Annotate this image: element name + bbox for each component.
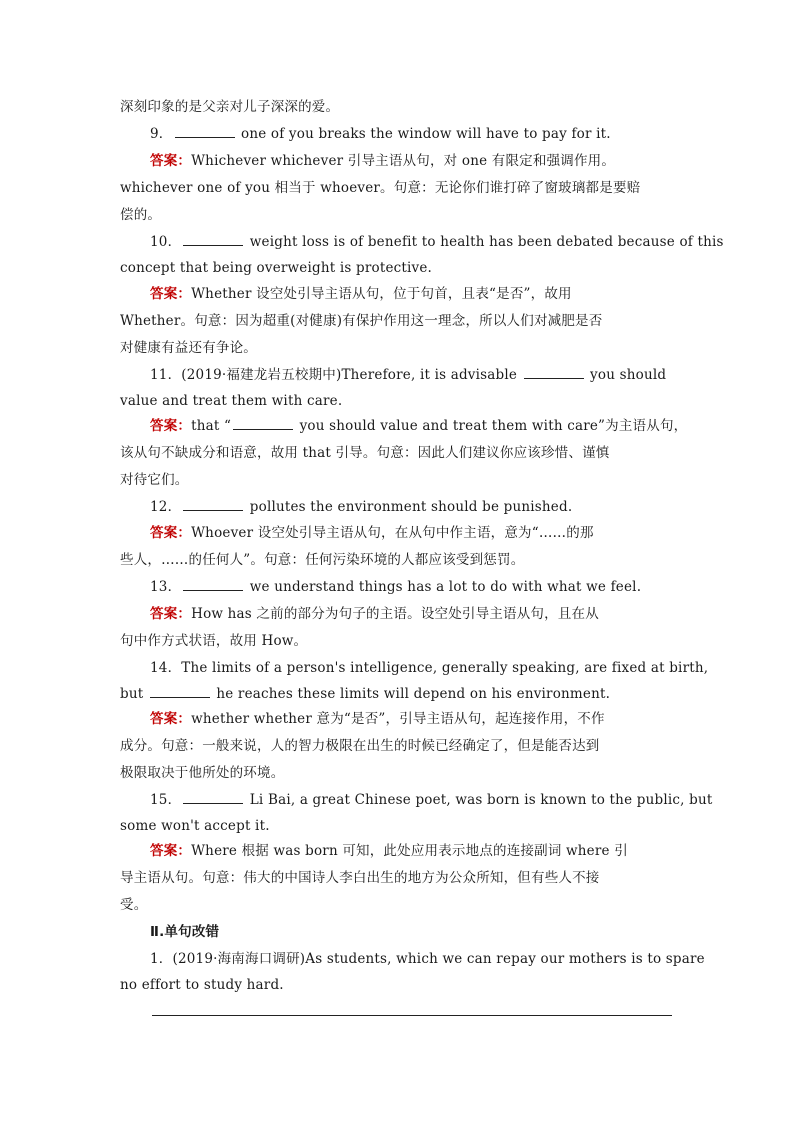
- text-line: [150, 416, 688, 436]
- text-run: 11．(2019·福建龙岩五校期中)Therefore, it is advisable: [150, 367, 522, 383]
- answer-label: 答案：: [150, 153, 192, 169]
- text-line: [150, 365, 672, 385]
- text-line: [150, 841, 672, 861]
- text-run: 深刻印象的是父亲对儿子深深的爱。: [120, 99, 340, 115]
- answer-label: 答案：: [150, 286, 192, 302]
- text-line: [150, 658, 709, 678]
- fill-in-blank: [183, 790, 243, 804]
- fill-in-blank: [175, 124, 235, 138]
- text-line: [120, 97, 672, 117]
- answer-label: 答案：: [150, 606, 192, 622]
- text-line: [150, 949, 705, 969]
- text-line: [120, 868, 672, 888]
- text-run: one of you breaks the window will have to pay for it.: [236, 126, 611, 142]
- text-run: Li Bai, a great Chinese poet, was born is known to the public, but: [245, 792, 713, 808]
- text-line: [120, 550, 672, 570]
- text-line: [150, 284, 672, 304]
- text-line: [150, 604, 672, 624]
- text-run: 9．: [150, 126, 173, 142]
- text-line: [120, 470, 672, 490]
- text-run: 成分。句意：一般来说，人的智力极限在出生的时候已经确定了，但是能否达到: [120, 738, 600, 754]
- text-line: [120, 205, 672, 225]
- text-run: we understand things has a lot to do with what we feel.: [245, 579, 642, 595]
- text-run: 15．: [150, 792, 182, 808]
- answer-label: 答案：: [150, 711, 192, 727]
- text-line: [150, 232, 724, 252]
- fill-in-blank: [524, 365, 584, 379]
- text-line: [150, 151, 672, 171]
- text-run: Where 根据 was born 可知，此处应用表示地点的连接副词 where 引: [191, 843, 628, 859]
- text-run: some won't accept it.: [120, 818, 270, 834]
- text-run: 极限取决于他所处的环境。: [120, 765, 285, 781]
- text-run: 偿的。: [120, 207, 162, 223]
- text-run: Whoever 设空处引导主语从句，在从句中作主语，意为“……的那: [191, 525, 594, 541]
- text-run: pollutes the environment should be punished.: [245, 499, 573, 515]
- text-line: [150, 497, 672, 517]
- text-run: 1．(2019·海南海口调研)As students, which we can repay our mothers is to spare: [150, 951, 705, 967]
- text-line: [120, 258, 672, 278]
- text-run: 14．The limits of a person's intelligence, generally speaking, are fixed at birth,: [150, 660, 709, 676]
- text-line: [150, 790, 713, 810]
- fill-in-blank: [183, 577, 243, 591]
- text-run: Ⅱ.单句改错: [150, 924, 220, 940]
- text-run: Whichever whichever 引导主语从句，对 one 有限定和强调作用。: [191, 153, 616, 169]
- text-run: value and treat them with care.: [120, 393, 343, 409]
- text-line: [120, 816, 672, 836]
- text-line: [120, 895, 672, 915]
- text-run: Whether。句意：因为超重(对健康)有保护作用这一理念，所以人们对减肥是否: [120, 313, 603, 329]
- text-run: 些人，……的任何人”。句意：任何污染环境的人都应该受到惩罚。: [120, 552, 525, 568]
- text-line: [150, 709, 672, 729]
- text-line: [120, 975, 672, 995]
- fill-in-blank: [183, 497, 243, 511]
- text-line: [120, 443, 672, 463]
- text-run: he reaches these limits will depend on his environment.: [211, 686, 611, 702]
- text-run: 10．: [150, 234, 182, 250]
- fill-in-blank: [233, 416, 293, 430]
- text-run: you should value and treat them with care”为主语从句，: [295, 418, 688, 434]
- answer-line: [152, 1015, 672, 1016]
- text-line: [120, 684, 672, 704]
- text-run: concept that being overweight is protective.: [120, 260, 433, 276]
- section-heading: [150, 922, 672, 942]
- text-run: How has 之前的部分为句子的主语。设空处引导主语从句，且在从: [191, 606, 599, 622]
- text-line: [120, 736, 672, 756]
- text-run: Whether 设空处引导主语从句，位于句首，且表“是否”，故用: [191, 286, 572, 302]
- text-line: [120, 338, 672, 358]
- text-run: no effort to study hard.: [120, 977, 284, 993]
- answer-label: 答案：: [150, 843, 192, 859]
- text-run: that “: [191, 418, 232, 434]
- text-line: [120, 178, 672, 198]
- text-run: 导主语从句。句意：伟大的中国诗人李白出生的地方为公众所知，但有些人不接: [120, 870, 600, 886]
- text-run: but: [120, 686, 148, 702]
- text-run: weight loss is of benefit to health has been debated because of this: [245, 234, 724, 250]
- answer-label: 答案：: [150, 525, 192, 541]
- text-line: [120, 311, 672, 331]
- fill-in-blank: [150, 684, 210, 698]
- text-run: 13．: [150, 579, 182, 595]
- text-line: [150, 577, 672, 597]
- text-run: whichever one of you 相当于 whoever。句意：无论你们谁打碎了窗玻璃都是要赔: [120, 180, 641, 196]
- text-line: [150, 124, 672, 144]
- text-line: [120, 763, 672, 783]
- text-run: 对健康有益还有争论。: [120, 340, 257, 356]
- text-run: you should: [585, 367, 667, 383]
- answer-label: 答案：: [150, 418, 192, 434]
- text-run: 对待它们。: [120, 472, 189, 488]
- text-run: 句中作方式状语，故用 How。: [120, 633, 308, 649]
- fill-in-blank: [183, 232, 243, 246]
- text-line: [120, 391, 672, 411]
- text-run: 受。: [120, 897, 148, 913]
- text-run: 该从句不缺成分和语意，故用 that 引导。句意：因此人们建议你应该珍惜、谨慎: [120, 445, 610, 461]
- text-line: [120, 631, 672, 651]
- text-run: whether whether 意为“是否”，引导主语从句，起连接作用，不作: [191, 711, 605, 727]
- text-run: 12．: [150, 499, 182, 515]
- text-line: [150, 523, 672, 543]
